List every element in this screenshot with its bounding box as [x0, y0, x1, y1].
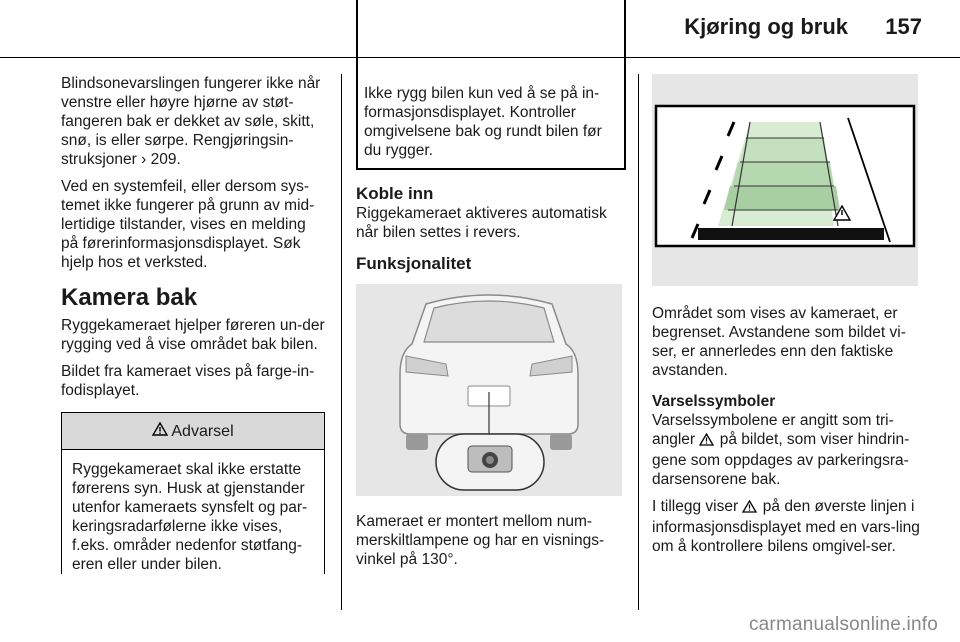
- column-2: [356, 74, 626, 577]
- paragraph-top-line: [652, 497, 924, 556]
- paragraph-blind-spot: [61, 74, 325, 169]
- camera-display-illustration: [652, 74, 918, 286]
- warning-triangle-icon: [742, 499, 758, 518]
- paragraph-field-of-view: Området som vises av kameraet, er begrenset. Avstandene som bildet vi-ser, er annerledes enn den faktiske avstanden.: [652, 305, 906, 379]
- paragraph-intro: Ryggekameraet hjelper føreren un-der rygging ved å vise området bak bilen.: [61, 317, 325, 353]
- page-number: 157: [885, 14, 922, 39]
- column-divider-2: [638, 74, 639, 610]
- paragraph-text: Varselssymbolene er angitt som tri-angler: [652, 412, 894, 448]
- warning-box: [61, 412, 325, 574]
- paragraph-mounting: Kameraet er montert mellom num-merskiltlampene og har en visnings-vinkel på 130°.: [356, 513, 605, 568]
- warning-text: Ryggekameraet skal ikke erstatte førerens syn. Husk at gjenstander utenfor kameraets synsfelt og par-keringsradarfølerne ikke vises, f.eks. områder nedenfor støtfang-eren eller under bilen.: [72, 461, 308, 573]
- header-title: Kjøring og bruk: [684, 14, 848, 39]
- subheading-function: Funksjonalitet: [356, 254, 472, 273]
- warning-header: [62, 413, 324, 450]
- paragraph-text: på bildet, som viser hindrin-gene som oppdages av parkeringsra-darsensorene bak.: [652, 431, 910, 488]
- subheading-activate: Koble inn: [356, 184, 434, 203]
- note-text: Ikke rygg bilen kun ved å se på in-formasjonsdisplayet. Kontroller omgivelsene bak og rundt bilen før du rygger.: [364, 85, 602, 159]
- page-reference[interactable]: 209.: [150, 151, 181, 168]
- car-rear-camera-illustration: [356, 284, 622, 496]
- paragraph-activate: Riggekameraet aktiveres automatisk når bilen settes i revers.: [356, 205, 607, 241]
- paragraph-display: Bildet fra kameraet vises på farge-in-fodisplayet.: [61, 363, 315, 399]
- paragraph-system-fault: Ved en systemfeil, eller dersom sys-temet ikke fungerer på grunn av mid-lertidige tilstander, vises en melding på førerinformasjonsdisplayet. Søk hjelp hos et verksted.: [61, 178, 315, 271]
- paragraph-triangles: [652, 411, 924, 489]
- paragraph-text: Blindsonevarslingen fungerer ikke når venstre eller høyre hjørne av støt-fangeren bak er dekket av søle, skitt, snø, is eller sørpe. Rengjøringsin-struksjoner: [61, 75, 321, 168]
- note-box: [356, 0, 626, 170]
- warning-triangle-icon: [699, 432, 715, 451]
- column-1: [61, 74, 325, 574]
- paragraph-text: på den øverste linjen i informasjonsdisplayet med en vars-ling om å kontrollere bilens omgivel-ser.: [652, 498, 920, 555]
- subheading-symbols: Varselssymboler: [652, 393, 776, 410]
- column-3: [652, 74, 924, 564]
- chevron-right-icon: ›: [141, 151, 147, 168]
- warning-title: Advarsel: [171, 422, 234, 440]
- section-title: Kamera bak: [61, 284, 198, 311]
- column-divider-1: [341, 74, 342, 610]
- paragraph-text: I tillegg viser: [652, 498, 739, 515]
- footer-watermark[interactable]: carmanualsonline.info: [748, 614, 938, 635]
- warning-triangle-icon: [152, 422, 168, 441]
